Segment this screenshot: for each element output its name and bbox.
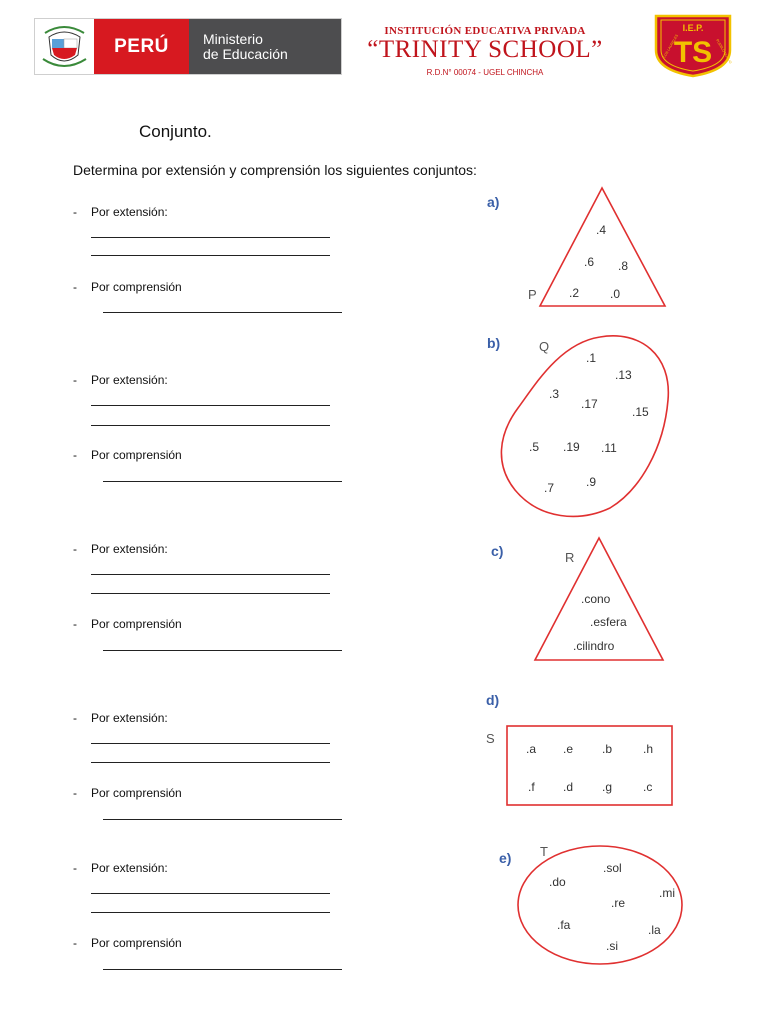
- extension-label: Por extensión:: [91, 373, 168, 387]
- set-element: .mi: [659, 886, 675, 900]
- set-element: .si: [606, 939, 618, 953]
- set-element: .d: [563, 780, 574, 794]
- bullet-dash: -: [73, 205, 77, 219]
- set-element: .c: [643, 780, 653, 794]
- bullet-dash: -: [73, 617, 77, 631]
- bullet-dash: -: [73, 448, 77, 462]
- set-name: R: [565, 550, 575, 565]
- bullet-dash: -: [73, 936, 77, 950]
- bullet-dash: -: [73, 861, 77, 875]
- set-name: Q: [539, 339, 550, 354]
- set-element: .15: [632, 405, 649, 419]
- comprehension-label: Por comprensión: [91, 617, 182, 631]
- set-element: .19: [563, 440, 580, 454]
- set-triangle-outline: [540, 188, 665, 306]
- set-element: .13: [615, 368, 632, 382]
- set-element: .cilindro: [573, 639, 615, 653]
- set-element: .6: [584, 255, 595, 269]
- school-name: “TRINITY SCHOOL”: [367, 36, 603, 63]
- school-supertitle: INSTITUCIÓN EDUCATIVA PRIVADA: [384, 25, 586, 37]
- instruction-text: Determina por extensión y comprensión los siguientes conjuntos:: [73, 162, 477, 178]
- set-element: .b: [602, 742, 613, 756]
- extension-label: Por extensión:: [91, 542, 168, 556]
- set-element: .fa: [557, 918, 571, 932]
- set-element: .h: [643, 742, 654, 756]
- set-element: .la: [648, 923, 661, 937]
- set-label: a): [487, 194, 500, 210]
- set-element: .do: [549, 875, 566, 889]
- set-name: P: [528, 287, 537, 302]
- comprehension-label: Por comprensión: [91, 448, 182, 462]
- set-element: .a: [526, 742, 537, 756]
- bullet-dash: -: [73, 786, 77, 800]
- set-label: e): [499, 850, 512, 866]
- set-element: .8: [618, 259, 629, 273]
- ministry-line-2: de Educación: [203, 45, 288, 62]
- country-label: PERÚ: [94, 19, 189, 74]
- logo-left-text: LOS LAURELES: [662, 33, 679, 59]
- set-blob-outline: [501, 336, 668, 517]
- set-element: .sol: [603, 861, 622, 875]
- set-element: .0: [610, 287, 621, 301]
- set-element: .cono: [581, 592, 611, 606]
- set-ellipse-outline: [518, 846, 682, 964]
- comprehension-label: Por comprensión: [91, 936, 182, 950]
- set-element: .e: [563, 742, 574, 756]
- set-element: .4: [596, 223, 607, 237]
- set-element: .re: [611, 896, 626, 910]
- set-element: .11: [601, 441, 617, 455]
- logo-right-text: PUEBLO NUEVO: [715, 38, 733, 65]
- set-element: .esfera: [590, 615, 627, 629]
- logo-top-text: I.E.P.: [682, 23, 704, 33]
- set-label: d): [486, 692, 500, 708]
- extension-label: Por extensión:: [91, 711, 168, 725]
- extension-label: Por extensión:: [91, 205, 168, 219]
- bullet-dash: -: [73, 280, 77, 294]
- set-element: .2: [569, 286, 580, 300]
- set-name: T: [540, 844, 548, 859]
- set-element: .3: [549, 387, 560, 401]
- bullet-dash: -: [73, 542, 77, 556]
- set-label: c): [491, 543, 504, 559]
- set-element: .1: [586, 351, 597, 365]
- ministry-line-1: Ministerio: [203, 30, 263, 47]
- set-element: .f: [528, 780, 535, 794]
- comprehension-label: Por comprensión: [91, 786, 182, 800]
- bullet-dash: -: [73, 373, 77, 387]
- set-element: .7: [544, 481, 555, 495]
- set-element: .5: [529, 440, 540, 454]
- extension-label: Por extensión:: [91, 861, 168, 875]
- set-name: S: [486, 731, 495, 746]
- page-title: Conjunto.: [139, 122, 212, 141]
- comprehension-label: Por comprensión: [91, 280, 182, 294]
- set-label: b): [487, 335, 501, 351]
- set-element: .g: [602, 780, 613, 794]
- set-element: .9: [586, 475, 597, 489]
- bullet-dash: -: [73, 711, 77, 725]
- logo-initials: TS: [673, 36, 713, 69]
- school-resolution: R.D.N° 00074 - UGEL CHINCHA: [426, 68, 544, 75]
- set-element: .17: [581, 397, 598, 411]
